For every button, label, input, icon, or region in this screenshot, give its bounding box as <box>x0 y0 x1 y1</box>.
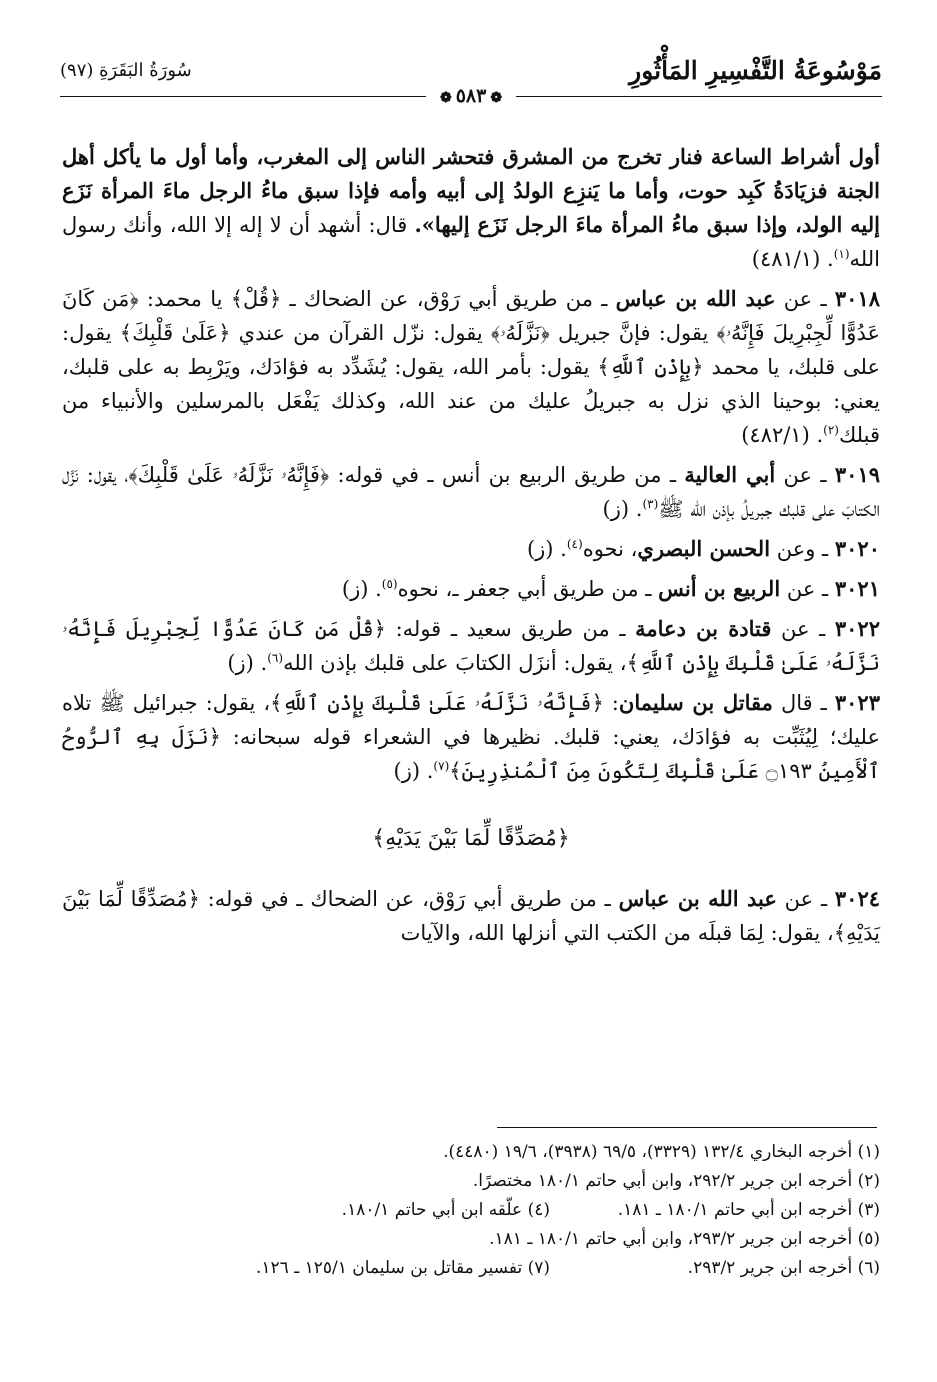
footnote-4: (٤) علّقه ابن أبي حاتم ١٨٠/١. <box>341 1200 550 1220</box>
narration-number: ٣٠٢٣ <box>834 690 880 715</box>
page-number-block <box>426 85 516 107</box>
footnote-marker[interactable]: (٤) <box>566 537 583 551</box>
quran-verse: ﴿نَزَلَ بِهِ ٱلرُّوحُ ٱلْأَمِينُ ۝١٩٣ عَلَىٰ قَلْبِكَ لِتَكُونَ مِنَ ٱلْمُنذِرِينَ﴾ <box>62 725 880 783</box>
book-title: مَوْسُوعَةُ التَّفْسِيرِ المَأْثُورِ <box>629 56 882 85</box>
footnote-1: (١) أخرجه البخاري ١٣٢/٤ (٣٣٢٩)، ٦٩/٥ (٣٩٣٨)، ١٩/٦ (٤٤٨٠). <box>443 1142 880 1162</box>
source-marker: . (ز) <box>602 497 643 521</box>
footnote-marker[interactable]: (٢) <box>823 423 839 437</box>
narration-text: ـ من طريق أبي رَوْق، عن الضحاك ـ في قوله: <box>199 887 619 911</box>
quran-verse: ﴿بِإِذْنِ ٱللَّهِ﴾ <box>597 355 704 379</box>
narration-text: ، يقول: نَزَّل الكتابَ على قلبك جبريلُ بإذن الله ﷺ <box>62 463 880 521</box>
volume-reference: . (٤٨٢/١) <box>741 423 824 447</box>
footnote-marker[interactable]: (٥) <box>381 577 398 591</box>
narrator-name: الربيع بن أنس <box>658 576 781 601</box>
quran-verse: ﴿مُصَدِّقًا لِّمَا بَيْنَ يَدَيْهِ﴾ <box>62 887 880 945</box>
quran-verse: ﴿مَن كَانَ عَدُوًّا لِّجِبْرِيلَ فَإِنَّهُۥ﴾ <box>62 287 880 345</box>
narration-3023 <box>62 686 880 788</box>
page-number: ٥٨٣ <box>455 85 487 107</box>
narration-3019 <box>62 458 880 526</box>
footnote-marker[interactable]: (١) <box>833 247 850 261</box>
narration-number: ٣٠٢٢ <box>834 616 880 641</box>
narration-text: ـ من طريق الربيع بن أنس ـ في قوله: <box>329 463 685 487</box>
quran-verse: ﴿فَإِنَّهُۥ نَزَّلَهُۥ عَلَىٰ قَلْبِكَ﴾ <box>128 463 330 487</box>
ornament-icon: ❁ <box>490 90 503 106</box>
footnotes <box>62 1138 880 1283</box>
narration-number: ٣٠١٨ <box>834 286 881 311</box>
narration-number: ٣٠٢٤ <box>834 886 881 911</box>
source-marker: . (ز) <box>393 759 434 783</box>
footnote-row <box>62 1254 880 1283</box>
footnote-divider <box>497 1127 877 1128</box>
quran-verse: ﴿نَزَّلَهُۥ﴾ <box>490 321 550 345</box>
footnote-7: (٧) تفسير مقاتل بن سليمان ١٢٥/١ ـ ١٢٦. <box>256 1258 550 1278</box>
source-marker: . (ز) <box>341 577 382 601</box>
main-text <box>62 140 880 956</box>
source-marker: . (ز) <box>227 651 268 675</box>
narration-3021 <box>62 572 880 606</box>
narration-text: ـ قال <box>772 691 835 715</box>
narrator-name: مقاتل بن سليمان <box>618 690 773 715</box>
footnote-marker[interactable]: (٧) <box>433 759 450 773</box>
narration-text: ـ وعن <box>770 537 835 561</box>
narration-text: يقول: فإنَّ جبريل <box>549 321 717 345</box>
paragraph-continuation <box>62 140 880 276</box>
footnote-3: (٣) أخرجه ابن أبي حاتم ١٨٠/١ ـ ١٨١. <box>617 1200 880 1220</box>
narrator-name: قتادة بن دعامة <box>635 616 772 641</box>
narration-text: ، يقول: جبرائيل ﷺ تلاه عليك؛ لِيُثَبِّت به فؤادَك، يعني: قلبك. نظيرها في الشعراء قوله سبحانه: <box>62 691 880 749</box>
hadith-text: أول أشراط الساعة فنار تخرج من المشرق فتحشر الناس إلى المغرب، وأما أول ما يأكل أهل الجنة فزيَادَةُ كَبِد حوت، وأما ما يَنزِع الولدُ إلى أبيه وأمه فإذا سبق ماءُ الرجل ماءَ المرأة نَزَع إليه الولد، وإذا سبق ماءُ المرأة ماءَ الرجل نَزَع إليها». <box>62 144 880 237</box>
narration-text: ـ عن <box>775 287 835 311</box>
narration-number: ٣٠٢٠ <box>834 536 880 561</box>
narrator-name: عبد الله بن عباس <box>618 886 777 911</box>
narration-text: يقول: على قلبك، يا محمد <box>62 321 880 379</box>
narration-text: ـ من طريق أبي جعفر ـ، نحوه <box>397 577 659 601</box>
narration-text: ـ عن <box>780 577 835 601</box>
narration-text: ـ عن <box>775 463 835 487</box>
narrator-name: أبي العالية <box>684 462 776 487</box>
narration-text: ، يقول: لِمَا قبلَه من الكتب التي أنزلها الله، والآيات <box>400 921 834 945</box>
quran-verse: ﴿فَإِنَّهُۥ نَزَّلَهُۥ عَلَىٰ قَلْبِكَ بِإِذْنِ ٱللَّهِ﴾ <box>270 691 604 715</box>
quran-verse: ﴿قُلْ مَن كَانَ عَدُوًّا لِّجِبْرِيلَ فَإِنَّهُۥ نَزَّلَهُۥ عَلَىٰ قَلْبِكَ بِإِذْنِ ٱللَّهِ﴾ <box>62 617 880 675</box>
footnote-6: (٦) أخرجه ابن جرير ٢٩٣/٢. <box>687 1258 880 1278</box>
narration-text: يقول: بأمر الله، يقول: يُشَدِّد به فؤادَك، ويَرْبِط به على قلبك، يعني: بوحينا الذي نزل به جبريلُ عليك من عند الله، وكذلك يَفْعَل بالمرسلين والأنبياء من قبلك <box>62 355 880 447</box>
narration-number: ٣٠٢١ <box>834 576 880 601</box>
narration-text: يقول: نزّل القرآن من عندي <box>230 321 491 345</box>
narrator-name: الحسن البصري <box>637 536 771 561</box>
narration-text: ـ من طريق أبي رَوْق، عن الضحاك ـ <box>281 287 616 311</box>
narration-text: ، نحوه <box>582 537 638 561</box>
footnote-2: (٢) أخرجه ابن جرير ٢٩٢/٢، وابن أبي حاتم ١٨٠/١ مختصرًا. <box>472 1171 880 1191</box>
narration-number: ٣٠١٩ <box>834 462 881 487</box>
paragraph-text: قال: أشهد أن لا إله إلا الله، وأنك رسول الله <box>62 213 880 271</box>
surah-reference: سُورَةُ البَقَرَةِ (٩٧) <box>60 60 192 81</box>
footnote-marker[interactable]: (٦) <box>267 651 284 665</box>
footnote-row <box>62 1196 880 1225</box>
narrator-name: عبد الله بن عباس <box>615 286 776 311</box>
volume-reference: . (٤٨١/١) <box>751 247 834 271</box>
narration-3022 <box>62 612 880 680</box>
narration-text: يا محمد: <box>138 287 231 311</box>
narration-text: ـ عن <box>771 617 835 641</box>
verse-heading: ﴿مُصَدِّقًا لِّمَا بَيْنَ يَدَيْهِ﴾ <box>372 826 570 851</box>
quran-verse: ﴿قُلْ﴾ <box>230 287 282 311</box>
narration-text: ، يقول: أنزَل الكتابَ على قلبك بإذن الله <box>283 651 627 675</box>
narration-3018 <box>62 282 880 452</box>
source-marker: . (ز) <box>526 537 567 561</box>
narration-3024 <box>62 882 880 950</box>
narration-text: ـ من طريق سعيد ـ قوله: <box>385 617 636 641</box>
footnote-5: (٥) أخرجه ابن جرير ٢٩٣/٢، وابن أبي حاتم ١٨٠/١ ـ ١٨١. <box>489 1229 880 1249</box>
narration-text: : <box>603 691 619 715</box>
ornament-icon: ❁ <box>439 90 452 106</box>
narration-3020 <box>62 532 880 566</box>
quran-verse: ﴿عَلَىٰ قَلْبِكَ﴾ <box>119 321 231 345</box>
narration-text: ـ عن <box>776 887 835 911</box>
page-header <box>60 56 882 106</box>
footnote-marker[interactable]: (٣) <box>642 497 659 511</box>
